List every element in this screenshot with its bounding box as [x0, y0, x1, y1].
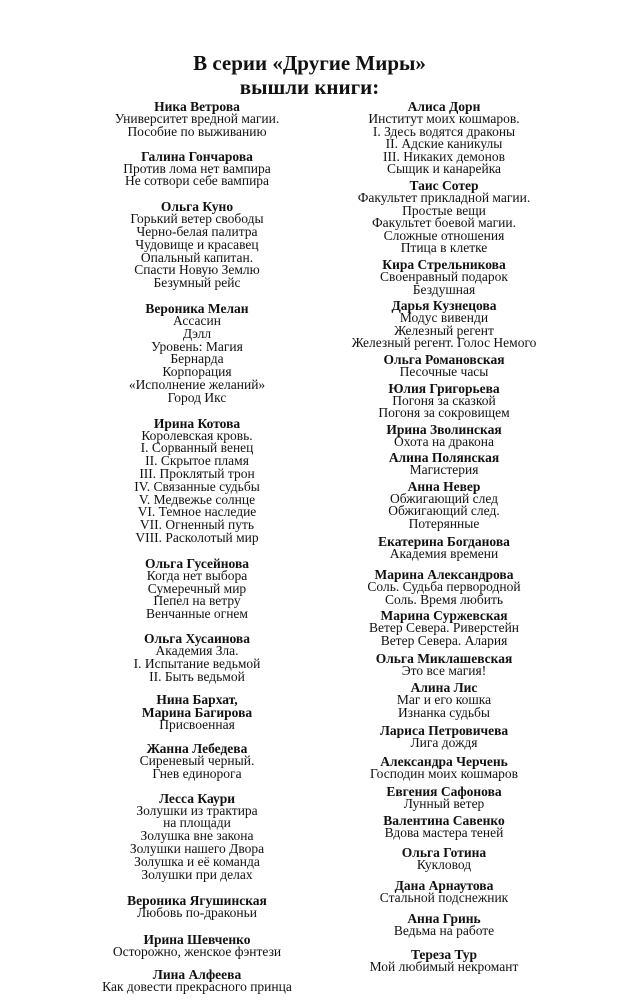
book-title: Простые вещи [402, 202, 486, 218]
book-title: III. Проклятый трон [139, 465, 255, 481]
author-name: Екатерина Богданова [378, 533, 510, 549]
book-title: Погоня за сказкой [392, 392, 496, 408]
book-title: Соль. Судьба первородной [367, 579, 521, 595]
book-title: Господин моих кошмаров [370, 766, 518, 781]
book-entry [66, 968, 328, 994]
book-entry [66, 150, 328, 189]
book-title: Пособие по выживанию [127, 123, 267, 139]
book-title: Кукловод [416, 856, 472, 872]
book-entry [66, 557, 328, 621]
book-title: Академия времени [389, 545, 499, 561]
book-title: Потерянные [408, 516, 480, 532]
page-title: В серии «Другие Миры» [193, 51, 426, 75]
author-name: Анна Гринь [407, 910, 481, 926]
book-title: Чудовище и красавец [135, 236, 259, 252]
book-title: на площади [163, 815, 231, 831]
book-title: Против лома нет вампира [123, 160, 271, 176]
book-entry [66, 693, 328, 732]
author-name: Вероника Ягушинская [127, 893, 267, 909]
book-entry [326, 814, 562, 840]
book-entry [326, 535, 562, 561]
book-entry [66, 200, 328, 290]
book-title: Университет вредной магии. [114, 111, 280, 126]
book-title: III. Никаких демонов [383, 148, 505, 164]
book-title: Дэлл [182, 325, 212, 341]
book-title: Лунный ветер [403, 795, 485, 811]
author-name: Марина Александрова [374, 567, 514, 583]
author-name: Валентина Савенко [383, 813, 505, 829]
author-name: Ирина Котова [153, 415, 241, 431]
author-name: Лина Алфеева [152, 967, 242, 983]
author-name: Ольга Романовская [383, 351, 505, 367]
book-entry [326, 948, 562, 974]
author-name: Ирина Зволинская [386, 421, 502, 437]
book-title: Королевская кровь. [141, 427, 253, 443]
author-name: Ника Ветрова [154, 99, 240, 114]
book-entry [66, 417, 328, 545]
book-title: «Исполнение желаний» [128, 376, 266, 392]
author-name: Галина Гончарова [141, 148, 253, 164]
author-name: Таис Сотер [409, 177, 479, 193]
author-name: Александра Черчень [380, 754, 508, 769]
book-entry [326, 724, 562, 750]
author-name: Евгения Сафонова [386, 783, 502, 799]
book-title: Песочные часы [399, 363, 489, 379]
book-title: Золушки из трактира [136, 802, 258, 818]
author-name: Тереза Тур [410, 946, 478, 962]
book-entry [66, 302, 328, 405]
book-title: Корпорация [162, 364, 232, 380]
book-title: Когда нет выбора [146, 567, 248, 583]
book-entry [326, 846, 562, 872]
book-entry [66, 632, 328, 683]
book-title: Академия Зла. [155, 642, 239, 658]
book-entry [326, 382, 562, 420]
book-title: Опальный капитан. [140, 249, 254, 265]
book-entry [326, 258, 562, 296]
book-entry [326, 480, 562, 531]
book-title: Соль. Время любить [384, 591, 504, 607]
author-name: Кира Стрельникова [382, 256, 506, 272]
book-title: Присвоенная [159, 717, 235, 733]
book-title: Сложные отношения [383, 227, 505, 243]
book-entry [326, 652, 562, 678]
author-name: Дана Арнаутова [394, 878, 494, 894]
book-title: I. Сорванный венец [140, 440, 254, 456]
book-entry [326, 568, 562, 606]
book-title: Обжигающий след [389, 490, 499, 506]
book-title: Это все магия! [401, 662, 487, 678]
book-title: I. Испытание ведьмой [133, 655, 261, 671]
author-name: Лесса Каури [158, 790, 236, 806]
book-title: VII. Огненный путь [139, 517, 255, 533]
author-name: Вероника Мелан [145, 300, 249, 316]
book-entry [66, 742, 328, 781]
author-name: Нина Бархат, [156, 692, 238, 708]
book-title: Мой любимый некромант [369, 958, 519, 974]
book-title: I. Здесь водятся драконы [372, 123, 516, 139]
author-name: Марина Багирова [141, 705, 253, 721]
book-title: Ассасин [173, 312, 221, 328]
book-title: Институт моих кошмаров. [368, 111, 520, 126]
book-entry [66, 100, 328, 139]
book-title: Золушка и её команда [134, 853, 260, 869]
author-name: Ольга Гусейнова [144, 555, 250, 571]
book-entry [66, 894, 328, 920]
book-title: Сумеречный мир [147, 580, 247, 596]
book-entry [326, 912, 562, 938]
left-book-list [66, 100, 328, 994]
book-entry [326, 299, 562, 350]
book-title: Вдова мастера теней [384, 825, 504, 841]
book-entry [326, 879, 562, 905]
book-title: Факультет прикладной магии. [357, 189, 531, 205]
author-name: Юлия Григорьева [388, 380, 500, 396]
book-title: Золушки нашего Двора [129, 841, 265, 857]
book-title: Город Икс [167, 389, 227, 405]
book-title: VIII. Расколотый мир [135, 529, 259, 545]
right-book-list [326, 100, 562, 973]
author-name: Лариса Петровичева [379, 723, 509, 739]
book-title: Венчанные огнем [146, 606, 248, 622]
book-title: Горький ветер свободы [130, 211, 264, 227]
author-name: Ольга Миклашевская [375, 650, 513, 666]
book-title: Спасти Новую Землю [134, 262, 260, 278]
book-title: Безумный рейс [153, 275, 241, 291]
book-title: Уровень: Магия [151, 338, 243, 354]
book-title: Бездушная [412, 281, 476, 297]
book-title: Золушка вне закона [140, 828, 254, 844]
book-title: II. Скрытое пламя [145, 453, 249, 469]
book-title: Магистерия [409, 462, 479, 478]
book-title: VI. Темное наследие [137, 504, 257, 520]
author-name: Ольга Хусаинова [144, 630, 250, 646]
book-title: Маг и его кошка [396, 692, 492, 708]
author-name: Ирина Шевченко [143, 932, 251, 948]
book-title: Черно-белая палитра [136, 223, 258, 239]
author-name: Анна Невер [407, 478, 481, 494]
author-name: Ольга Куно [160, 199, 234, 215]
book-title: Птица в клетке [400, 240, 488, 256]
book-title: Как довести прекрасного принца [102, 979, 292, 995]
book-entry [66, 933, 328, 959]
book-title: IV. Связанные судьбы [134, 478, 260, 494]
author-name: Ольга Готина [401, 844, 487, 860]
book-title: Погоня за сокровищем [378, 405, 510, 421]
book-entry [326, 353, 562, 379]
book-title: Железный регент. Голос Немого [351, 335, 537, 351]
book-entry [326, 755, 562, 781]
book-title: Лига дождя [410, 735, 478, 751]
book-title: Золушки при делах [141, 866, 253, 882]
book-title: Ведьма на работе [393, 922, 495, 938]
book-entry [326, 681, 562, 719]
book-entry [326, 785, 562, 811]
book-title: Сыщик и канарейка [386, 161, 502, 177]
book-title: Ветер Севера. Риверстейн [368, 620, 520, 636]
book-title: Не сотвори себе вампира [124, 173, 270, 189]
author-name: Марина Суржевская [380, 608, 508, 624]
author-name: Алиса Дорн [407, 99, 481, 114]
book-title: Осторожно, женское фэнтези [112, 944, 282, 960]
book-entry [326, 609, 562, 647]
book-title: V. Медвежье солнце [138, 491, 256, 507]
book-title: Изнанка судьбы [398, 704, 490, 720]
book-title: Сиреневый черный. [139, 753, 255, 769]
author-name: Дарья Кузнецова [391, 298, 497, 314]
book-entry [326, 179, 562, 255]
page-subtitle: вышли книги: [239, 75, 380, 99]
book-title: Бернарда [170, 351, 224, 367]
book-title: Ветер Севера. Алария [380, 633, 508, 649]
author-name: Жанна Лебедева [146, 741, 248, 757]
book-title: Железный регент [394, 322, 494, 338]
book-title: Модус вивенди [399, 310, 489, 326]
book-title: Стальной подснежник [379, 890, 509, 906]
book-entry [326, 423, 562, 449]
book-title: II. Быть ведьмой [149, 668, 245, 684]
author-name: Алина Лис [410, 680, 478, 696]
book-title: II. Адские каникулы [385, 136, 503, 152]
book-title: Охота на дракона [393, 433, 495, 449]
book-entry [66, 792, 328, 882]
book-title: Факультет боевой магии. [372, 215, 516, 231]
book-title: Гнев единорога [152, 765, 242, 781]
book-title: Своенравный подарок [380, 268, 508, 284]
book-title: Обжигающий след. [388, 503, 500, 519]
book-entry [326, 451, 562, 477]
author-name: Алина Полянская [388, 450, 500, 466]
book-entry [326, 100, 562, 176]
book-title: Любовь по-драконьи [136, 905, 258, 921]
book-title: Пепел на ветру [153, 593, 241, 609]
